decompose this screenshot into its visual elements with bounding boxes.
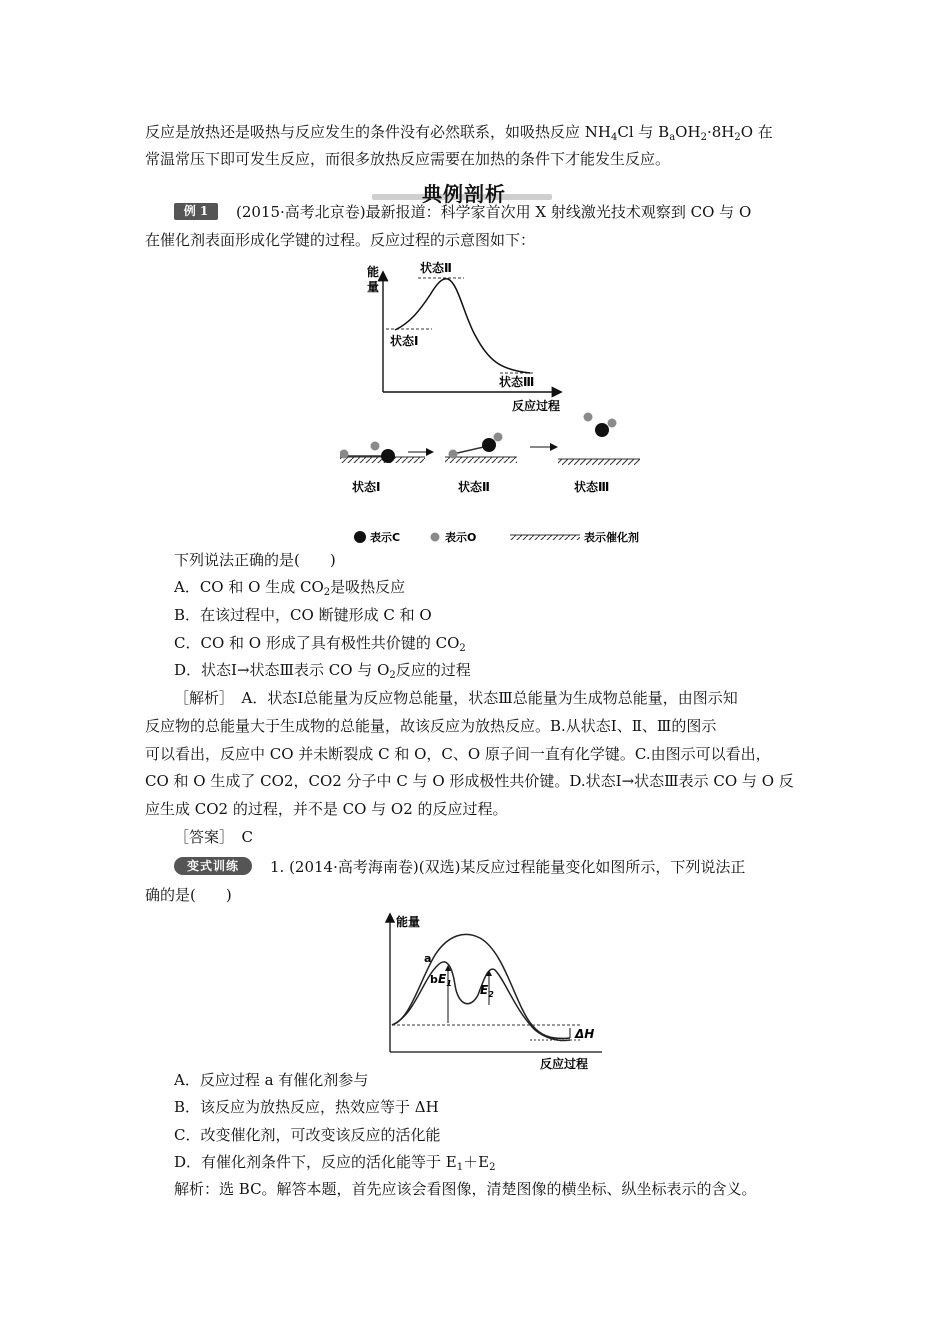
- atom-c: [381, 449, 395, 463]
- analysis-line-4: CO 和 O 生成了 CO2，CO2 分子中 C 与 O 形成极性共价键。D.状态Ⅰ→状态Ⅲ表示 CO 与 O 反: [145, 772, 794, 790]
- example-stem-line-1: (2015·高考北京卷)最新报道：科学家首次用 X 射线激光技术观察到 CO 与 O: [236, 203, 752, 221]
- label-a: a: [424, 952, 432, 965]
- example-question: 下列说法正确的是( ): [174, 551, 336, 569]
- atom-o: [608, 419, 617, 428]
- example-stem-line-2: 在催化剂表面形成化学键的过程。反应过程的示意图如下：: [145, 231, 536, 249]
- answer: ［答案］ C: [174, 828, 253, 846]
- label-b: b: [430, 973, 438, 986]
- example-badge: 例 1: [174, 203, 218, 220]
- curve-b: [392, 962, 570, 1041]
- panel-state2: 状态Ⅱ: [458, 480, 490, 494]
- energy-diagram-2: [370, 910, 610, 1075]
- label-dh: ΔH: [575, 1027, 595, 1041]
- practice-option-c: C．改变催化剂，可改变该反应的活化能: [174, 1126, 441, 1144]
- x-label: 反应过程: [512, 399, 561, 413]
- state1-label: 状态Ⅰ: [390, 334, 419, 348]
- practice-option-d: D．有催化剂条件下，反应的活化能等于 $E_1+E_2$: [174, 1153, 496, 1173]
- example-option-c: C．CO 和 O 形成了具有极性共价键的 $CO_2$: [174, 634, 466, 654]
- atom-c: [595, 423, 609, 437]
- practice-option-b: B．该反应为放热反应，热效应等于 ΔH: [174, 1098, 439, 1116]
- practice-badge: 变式训练: [174, 857, 252, 875]
- legend-o: 表示O: [445, 531, 477, 544]
- section-heading: 典例剖析: [422, 182, 506, 206]
- intro-line-1: 反应是放热还是吸热与反应发生的条件没有必然联系，如吸热反应 $NH_4Cl$ 与 $B_aOH_2\cdot 8H_2O$ 在: [145, 123, 773, 143]
- panel-state1: 状态Ⅰ: [352, 480, 381, 494]
- analysis-line-1: ［解析］ A．状态Ⅰ总能量为反应物总能量，状态Ⅲ总能量为生成物总能量，由图示知: [174, 689, 738, 707]
- y-label-1: 能: [367, 265, 380, 279]
- practice-stem-line-2: 确的是( ): [145, 886, 232, 904]
- analysis-line-5: 应生成 CO2 的过程，并不是 CO 与 O2 的反应过程。: [145, 800, 508, 818]
- analysis-line-2: 反应物的总能量大于生成物的总能量，故该反应为放热反应。B.从状态Ⅰ、Ⅱ、Ⅲ的图示: [145, 717, 717, 735]
- example-option-b: B．在该过程中，CO 断键形成 C 和 O: [174, 606, 432, 624]
- analysis-line-3: 可以看出，反应中 CO 并未断裂成 C 和 O，C、O 原子间一直有化学键。C.由图示可以看出，: [145, 745, 771, 763]
- intro-line-2: 常温常压下即可发生反应，而很多放热反应需要在加热的条件下才能发生反应。: [145, 150, 671, 168]
- panel-state3: 状态Ⅲ: [574, 480, 610, 494]
- atom-o: [584, 413, 593, 422]
- label-e1: $E_1$: [438, 972, 452, 988]
- practice-analysis: 解析：选 BC。解答本题，首先应该会看图像，清楚图像的横坐标、纵坐标表示的含义。: [174, 1180, 757, 1198]
- y-label: 能量: [396, 915, 421, 929]
- example-option-d: D．状态Ⅰ→状态Ⅲ表示 CO 与 $O_2$反应的过程: [174, 661, 471, 681]
- atom-c: [482, 438, 496, 452]
- legend-c: 表示C: [370, 531, 401, 544]
- state3-label: 状态Ⅲ: [499, 375, 535, 389]
- x-label: 反应过程: [540, 1057, 589, 1071]
- atom-o: [494, 433, 503, 442]
- example-option-a: A．CO 和 O 生成 $CO_2$是吸热反应: [174, 578, 406, 598]
- atom-o: [449, 450, 458, 459]
- legend-cat: 表示催化剂: [584, 531, 639, 544]
- label-e2: $E_2$: [480, 983, 494, 999]
- atom-o: [371, 442, 380, 451]
- practice-stem-line-1: 1. (2014·高考海南卷)(双选)某反应过程能量变化如图所示，下列说法正: [270, 858, 746, 876]
- practice-option-a: A．反应过程 a 有催化剂参与: [174, 1071, 369, 1089]
- energy-curve: [395, 279, 530, 373]
- energy-diagram-1: [340, 255, 660, 545]
- y-label-2: 量: [367, 280, 380, 294]
- state2-label: 状态Ⅱ: [420, 261, 452, 275]
